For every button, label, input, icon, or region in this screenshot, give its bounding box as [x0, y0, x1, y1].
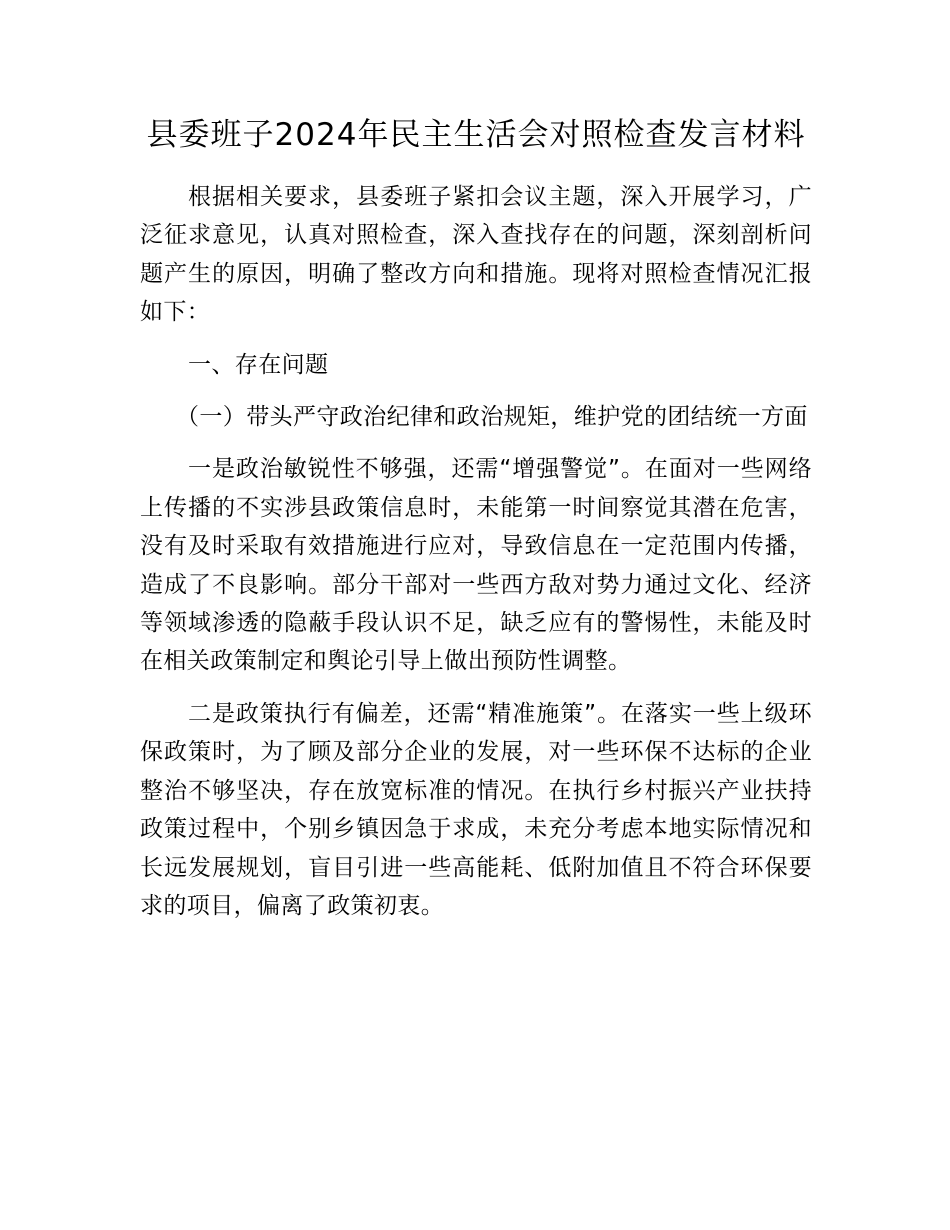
document-page [140, 112, 812, 939]
section-heading-problems: 一、存在问题 [188, 351, 329, 378]
body-paragraph-2: 二是政策执行有偏差，还需“精准施策”。在落实一些上级环保政策时，为了顾及部分企业的发展，对一些环保不达标的企业整治不够坚决，存在放宽标准的情况。在执行乡村振兴产业扶持政策过程中，个别乡镇因急于求成，未充分考虑本地实际情况和长远发展规划，盲目引进一些高能耗、低附加值且不符合环保要求的项目，偏离了政策初衷。 [140, 700, 812, 919]
intro-paragraph: 根据相关要求，县委班子紧扣会议主题，深入开展学习，广泛征求意见，认真对照检查，深入查找存在的问题，深刻剖析问题产生的原因，明确了整改方向和措施。现将对照检查情况汇报如下： [140, 184, 812, 326]
subsection-heading-political-discipline: （一）带头严守政治纪律和政治规矩，维护党的团结统一方面 [176, 404, 808, 431]
document-title: 县委班子2024年民主生活会对照检查发言材料 [146, 117, 806, 153]
body-paragraph-1: 一是政治敏锐性不够强，还需“增强警觉”。在面对一些网络上传播的不实涉县政策信息时，未能第一时间察觉其潜在危害，没有及时采取有效措施进行应对，导致信息在一定范围内传播，造成了不良影响。部分干部对一些西方敌对势力通过文化、经济等领域渗透的隐蔽手段认识不足，缺乏应有的警惕性，未能及时在相关政策制定和舆论引导上做出预防性调整。 [140, 456, 812, 675]
